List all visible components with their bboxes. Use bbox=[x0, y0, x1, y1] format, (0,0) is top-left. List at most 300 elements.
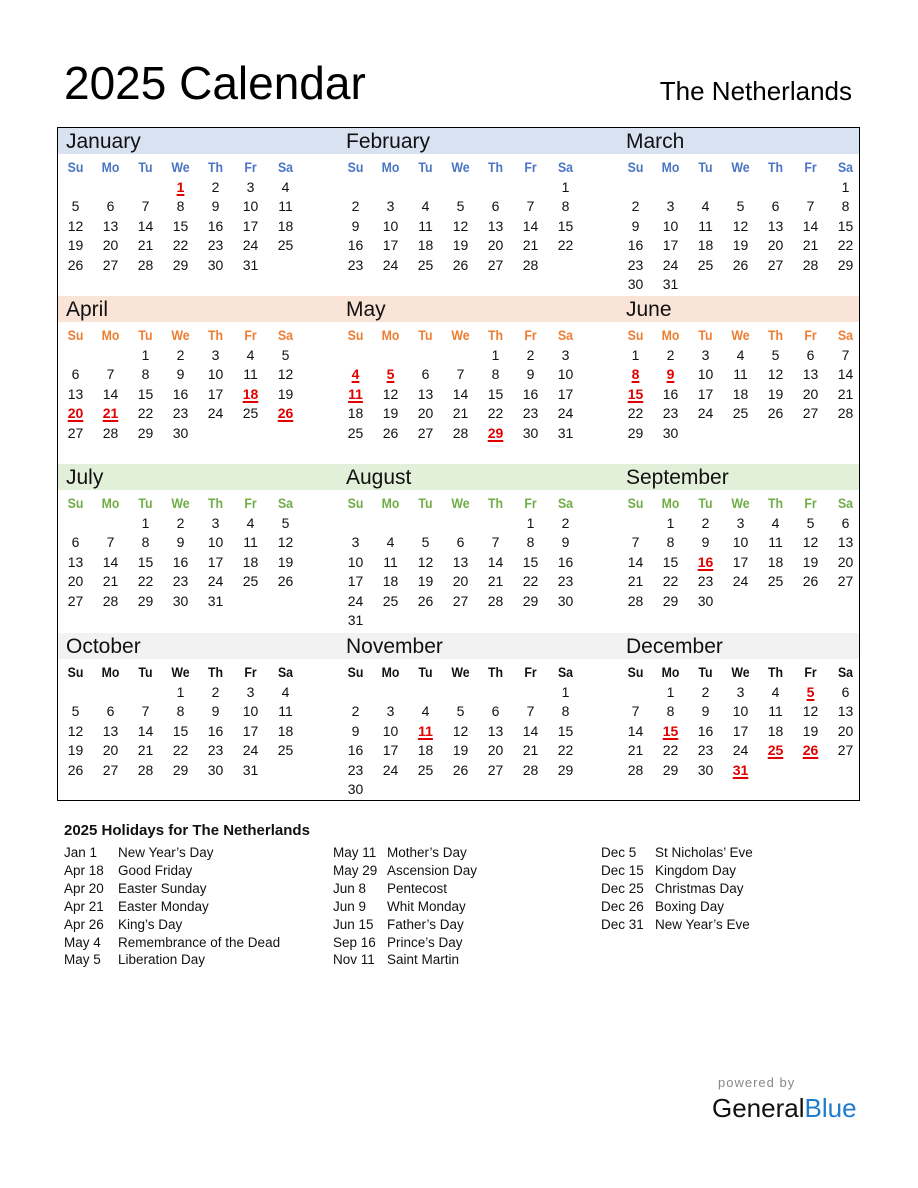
week-row bbox=[618, 533, 864, 552]
day-cell: 3 bbox=[666, 198, 675, 215]
day-cell: 29 bbox=[137, 424, 154, 441]
day-cell: 11 bbox=[768, 534, 783, 551]
day-cell: 17 bbox=[732, 553, 749, 570]
day-cell: 1 bbox=[176, 684, 185, 700]
holiday-date: Apr 26 bbox=[64, 916, 104, 932]
weekday-label: Su bbox=[347, 664, 364, 680]
holiday-name: Liberation Day bbox=[118, 952, 206, 968]
day-cell: 30 bbox=[557, 592, 574, 609]
day-cell: 28 bbox=[137, 256, 154, 273]
day-cell: 27 bbox=[452, 592, 469, 609]
holiday-day-cell: 4 bbox=[351, 366, 360, 383]
weekday-label: Fr bbox=[804, 664, 817, 680]
day-cell: 12 bbox=[67, 217, 84, 234]
day-cell: 1 bbox=[666, 684, 675, 700]
week-row bbox=[338, 514, 584, 533]
weekday-label: Su bbox=[67, 159, 84, 175]
day-cell: 2 bbox=[631, 198, 640, 215]
day-cell: 1 bbox=[141, 515, 150, 531]
day-cell: 27 bbox=[417, 424, 434, 441]
holiday-row bbox=[333, 916, 477, 934]
day-cell: 9 bbox=[561, 534, 570, 551]
week-row bbox=[618, 553, 864, 572]
day-cell: 20 bbox=[417, 405, 434, 422]
day-cell: 7 bbox=[141, 703, 150, 720]
day-cell: 18 bbox=[417, 742, 434, 759]
weekday-label: Th bbox=[487, 159, 504, 175]
week-row bbox=[618, 275, 864, 294]
day-cell: 18 bbox=[697, 237, 714, 254]
holiday-date: Jun 8 bbox=[333, 880, 367, 896]
day-cell: 24 bbox=[732, 742, 749, 759]
weekday-label: We bbox=[171, 327, 190, 343]
weekday-label: Su bbox=[627, 159, 644, 175]
day-cell: 28 bbox=[452, 424, 469, 441]
day-cell: 25 bbox=[277, 237, 294, 254]
weekday-label: Tu bbox=[418, 495, 433, 511]
day-cell: 23 bbox=[207, 742, 224, 759]
weekday-label: Sa bbox=[557, 327, 574, 343]
day-cell: 16 bbox=[697, 722, 714, 739]
day-cell: 7 bbox=[106, 366, 115, 383]
day-cell: 23 bbox=[627, 256, 644, 273]
day-cell: 2 bbox=[176, 347, 185, 363]
weekday-label: Th bbox=[767, 159, 784, 175]
day-cell: 16 bbox=[627, 237, 644, 254]
day-cell: 18 bbox=[767, 553, 784, 570]
day-cell: 25 bbox=[242, 405, 259, 422]
day-cell: 26 bbox=[732, 256, 749, 273]
weekday-label: We bbox=[171, 159, 190, 175]
day-cell: 26 bbox=[802, 573, 819, 590]
day-cell: 12 bbox=[452, 217, 469, 234]
day-cell: 3 bbox=[211, 515, 220, 531]
day-cell: 30 bbox=[627, 276, 644, 293]
day-cell: 16 bbox=[347, 237, 364, 254]
day-cell: 4 bbox=[771, 515, 780, 531]
week-row bbox=[338, 217, 584, 236]
day-cell: 3 bbox=[246, 179, 255, 195]
day-cell: 28 bbox=[102, 592, 119, 609]
day-cell: 27 bbox=[837, 573, 854, 590]
weekday-label: Th bbox=[487, 664, 504, 680]
day-cell: 27 bbox=[102, 761, 119, 778]
day-cell: 1 bbox=[841, 179, 850, 195]
holiday-column-1 bbox=[64, 844, 280, 969]
holiday-day-cell: 8 bbox=[631, 366, 640, 383]
day-cell: 11 bbox=[243, 534, 258, 551]
day-cell: 20 bbox=[802, 385, 819, 402]
holiday-day-cell: 25 bbox=[767, 742, 784, 759]
holiday-row bbox=[333, 844, 477, 862]
quarter-band bbox=[58, 296, 859, 322]
weekday-label: We bbox=[731, 327, 750, 343]
day-cell: 1 bbox=[141, 347, 150, 363]
holiday-date: Jun 9 bbox=[333, 898, 367, 914]
day-cell: 19 bbox=[382, 405, 399, 422]
weekday-label: Fr bbox=[244, 159, 257, 175]
day-cell: 29 bbox=[137, 592, 154, 609]
holiday-row bbox=[64, 844, 280, 862]
day-cell: 1 bbox=[666, 515, 675, 531]
day-cell: 28 bbox=[102, 424, 119, 441]
day-cell: 24 bbox=[382, 761, 399, 778]
week-row bbox=[58, 702, 304, 721]
day-cell: 10 bbox=[207, 534, 224, 551]
day-cell: 8 bbox=[561, 703, 570, 720]
holiday-day-cell: 5 bbox=[806, 684, 815, 700]
day-cell: 8 bbox=[561, 198, 570, 215]
day-cell: 21 bbox=[522, 742, 539, 759]
week-row bbox=[338, 572, 584, 591]
day-cell: 12 bbox=[802, 703, 819, 720]
week-row bbox=[618, 404, 864, 423]
week-row bbox=[58, 533, 304, 552]
holiday-name: Whit Monday bbox=[387, 898, 466, 914]
weekday-label: Su bbox=[347, 495, 364, 511]
holiday-name: Good Friday bbox=[118, 862, 193, 878]
day-cell: 2 bbox=[526, 347, 535, 363]
brand-blue: Blue bbox=[804, 1093, 857, 1123]
weekday-label: Sa bbox=[837, 664, 854, 680]
month-name: October bbox=[66, 635, 141, 658]
day-cell: 5 bbox=[281, 515, 290, 531]
day-cell: 19 bbox=[417, 573, 434, 590]
week-row bbox=[618, 217, 864, 236]
day-cell: 11 bbox=[383, 553, 398, 570]
week-row bbox=[618, 702, 864, 721]
month-name: September bbox=[626, 466, 729, 489]
weekday-header bbox=[338, 661, 584, 683]
weekday-label: Su bbox=[627, 664, 644, 680]
weekday-label: We bbox=[731, 664, 750, 680]
day-cell: 20 bbox=[487, 237, 504, 254]
day-cell: 18 bbox=[767, 722, 784, 739]
weekday-label: Th bbox=[207, 327, 224, 343]
day-cell: 20 bbox=[487, 742, 504, 759]
day-cell: 9 bbox=[211, 703, 220, 720]
weekday-label: We bbox=[731, 495, 750, 511]
day-cell: 30 bbox=[207, 256, 224, 273]
day-cell: 12 bbox=[382, 385, 399, 402]
week-row bbox=[618, 197, 864, 216]
holiday-row bbox=[64, 951, 280, 969]
weekday-label: We bbox=[451, 664, 470, 680]
day-cell: 17 bbox=[557, 385, 574, 402]
day-cell: 17 bbox=[242, 722, 259, 739]
weekday-label: Su bbox=[347, 159, 364, 175]
day-cell: 16 bbox=[207, 217, 224, 234]
day-cell: 7 bbox=[631, 534, 640, 551]
day-cell: 24 bbox=[207, 573, 224, 590]
holiday-date: May 4 bbox=[64, 934, 101, 950]
holiday-row bbox=[333, 862, 477, 880]
day-cell: 8 bbox=[526, 534, 535, 551]
day-cell: 29 bbox=[522, 592, 539, 609]
week-row bbox=[338, 702, 584, 721]
day-cell: 21 bbox=[802, 237, 819, 254]
day-cell: 22 bbox=[627, 405, 644, 422]
day-cell: 24 bbox=[732, 573, 749, 590]
day-cell: 16 bbox=[172, 553, 189, 570]
day-cell: 24 bbox=[382, 256, 399, 273]
day-cell: 10 bbox=[732, 703, 749, 720]
day-cell: 25 bbox=[277, 742, 294, 759]
quarter-band bbox=[58, 128, 859, 154]
holiday-row bbox=[601, 898, 753, 916]
holiday-day-cell: 11 bbox=[348, 385, 363, 402]
day-cell: 21 bbox=[522, 237, 539, 254]
weekday-label: Mo bbox=[661, 664, 680, 680]
day-cell: 13 bbox=[102, 217, 119, 234]
day-cell: 4 bbox=[421, 703, 430, 720]
weekday-label: Th bbox=[207, 664, 224, 680]
day-cell: 17 bbox=[732, 722, 749, 739]
day-cell: 19 bbox=[67, 742, 84, 759]
holiday-date: Dec 26 bbox=[601, 898, 644, 914]
week-row bbox=[338, 533, 584, 552]
weekday-label: Mo bbox=[381, 495, 400, 511]
weekday-label: Tu bbox=[138, 495, 153, 511]
holiday-row bbox=[333, 951, 477, 969]
day-cell: 26 bbox=[382, 424, 399, 441]
day-cell: 2 bbox=[351, 703, 360, 720]
weekday-label: Sa bbox=[837, 495, 854, 511]
day-cell: 21 bbox=[487, 573, 504, 590]
week-row bbox=[58, 346, 304, 365]
holiday-row bbox=[601, 880, 753, 898]
day-cell: 25 bbox=[732, 405, 749, 422]
weekday-label: Tu bbox=[418, 664, 433, 680]
day-cell: 11 bbox=[278, 703, 293, 720]
day-cell: 24 bbox=[697, 405, 714, 422]
day-cell: 24 bbox=[347, 592, 364, 609]
holiday-name: Mother’s Day bbox=[387, 845, 467, 860]
week-row bbox=[338, 780, 584, 799]
holiday-name: Prince’s Day bbox=[387, 934, 463, 950]
day-cell: 30 bbox=[172, 424, 189, 441]
holiday-day-cell: 26 bbox=[802, 742, 819, 759]
page-title: 2025 Calendar bbox=[64, 57, 366, 109]
holiday-day-cell: 21 bbox=[102, 405, 119, 422]
weekday-label: Mo bbox=[101, 327, 120, 343]
day-cell: 13 bbox=[802, 366, 819, 383]
holiday-date: May 11 bbox=[333, 845, 377, 860]
weekday-label: Sa bbox=[277, 495, 294, 511]
weekday-label: Mo bbox=[381, 159, 400, 175]
day-cell: 12 bbox=[732, 217, 749, 234]
day-cell: 25 bbox=[697, 256, 714, 273]
weekday-label: Th bbox=[487, 327, 504, 343]
calendar-grid bbox=[57, 127, 860, 801]
day-cell: 19 bbox=[67, 237, 84, 254]
day-cell: 6 bbox=[456, 534, 465, 551]
day-cell: 27 bbox=[67, 424, 84, 441]
day-cell: 10 bbox=[697, 366, 714, 383]
day-cell: 2 bbox=[561, 515, 570, 531]
day-cell: 5 bbox=[456, 198, 465, 215]
weekday-label: Mo bbox=[661, 495, 680, 511]
day-cell: 27 bbox=[802, 405, 819, 422]
week-row bbox=[618, 385, 864, 404]
holiday-name: Ascension Day bbox=[387, 862, 478, 878]
holiday-name: Father’s Day bbox=[387, 916, 464, 932]
day-cell: 19 bbox=[732, 237, 749, 254]
day-cell: 22 bbox=[522, 573, 539, 590]
week-row bbox=[58, 553, 304, 572]
generalblue-logo[interactable] bbox=[712, 1093, 857, 1124]
day-cell: 23 bbox=[697, 742, 714, 759]
day-cell: 20 bbox=[102, 237, 119, 254]
week-row bbox=[618, 572, 864, 591]
weekday-label: We bbox=[731, 159, 750, 175]
day-cell: 19 bbox=[277, 385, 294, 402]
month-name: August bbox=[346, 466, 412, 489]
week-row bbox=[58, 514, 304, 533]
day-cell: 25 bbox=[347, 424, 364, 441]
day-cell: 22 bbox=[662, 573, 679, 590]
day-cell: 22 bbox=[557, 237, 574, 254]
day-cell: 1 bbox=[526, 515, 535, 531]
day-cell: 20 bbox=[767, 237, 784, 254]
week-row bbox=[58, 683, 304, 702]
day-cell: 10 bbox=[242, 198, 259, 215]
day-cell: 11 bbox=[768, 703, 783, 720]
day-cell: 22 bbox=[137, 573, 154, 590]
day-cell: 15 bbox=[557, 722, 574, 739]
weekday-label: Tu bbox=[698, 327, 713, 343]
day-cell: 11 bbox=[733, 366, 748, 383]
holiday-name: New Year’s Eve bbox=[655, 916, 750, 932]
day-cell: 7 bbox=[106, 534, 115, 551]
day-cell: 7 bbox=[491, 534, 500, 551]
day-cell: 21 bbox=[452, 405, 469, 422]
day-cell: 20 bbox=[837, 722, 854, 739]
weekday-label: We bbox=[171, 664, 190, 680]
day-cell: 12 bbox=[67, 722, 84, 739]
day-cell: 15 bbox=[662, 553, 679, 570]
day-cell: 9 bbox=[351, 722, 360, 739]
holiday-row bbox=[333, 934, 477, 952]
weekday-header bbox=[618, 492, 864, 514]
week-row bbox=[338, 178, 584, 197]
day-cell: 8 bbox=[491, 366, 500, 383]
holiday-day-cell: 29 bbox=[487, 424, 504, 441]
day-cell: 8 bbox=[666, 703, 675, 720]
day-cell: 4 bbox=[736, 347, 745, 363]
day-cell: 1 bbox=[561, 179, 570, 195]
day-cell: 27 bbox=[102, 256, 119, 273]
weekday-label: Fr bbox=[804, 495, 817, 511]
weekday-label: Tu bbox=[698, 664, 713, 680]
day-cell: 2 bbox=[211, 179, 220, 195]
day-cell: 27 bbox=[837, 742, 854, 759]
day-cell: 22 bbox=[487, 405, 504, 422]
day-cell: 5 bbox=[281, 347, 290, 363]
day-cell: 17 bbox=[207, 385, 224, 402]
brand-general: General bbox=[712, 1093, 805, 1123]
weekday-label: Mo bbox=[661, 159, 680, 175]
holiday-name: St Nicholas’ Eve bbox=[655, 845, 753, 860]
day-cell: 26 bbox=[277, 573, 294, 590]
weekday-label: Fr bbox=[804, 159, 817, 175]
month-name: January bbox=[66, 130, 141, 153]
weekday-header bbox=[338, 492, 584, 514]
day-cell: 3 bbox=[701, 347, 710, 363]
holiday-day-cell: 5 bbox=[386, 366, 395, 383]
day-cell: 2 bbox=[351, 198, 360, 215]
day-cell: 11 bbox=[418, 217, 433, 234]
day-cell: 1 bbox=[561, 684, 570, 700]
day-cell: 29 bbox=[662, 761, 679, 778]
day-cell: 25 bbox=[242, 573, 259, 590]
day-cell: 3 bbox=[351, 534, 360, 551]
day-cell: 13 bbox=[837, 534, 854, 551]
day-cell: 28 bbox=[522, 761, 539, 778]
week-row bbox=[58, 741, 304, 760]
day-cell: 17 bbox=[662, 237, 679, 254]
day-cell: 21 bbox=[102, 573, 119, 590]
day-cell: 28 bbox=[837, 405, 854, 422]
day-cell: 22 bbox=[172, 742, 189, 759]
weekday-label: Sa bbox=[277, 664, 294, 680]
day-cell: 19 bbox=[452, 742, 469, 759]
week-row bbox=[338, 553, 584, 572]
holiday-date: Dec 5 bbox=[601, 845, 637, 860]
weekday-label: Tu bbox=[138, 664, 153, 680]
day-cell: 24 bbox=[242, 237, 259, 254]
month-name: March bbox=[626, 130, 685, 153]
holiday-date: Sep 16 bbox=[333, 934, 376, 950]
day-cell: 18 bbox=[277, 722, 294, 739]
week-row bbox=[618, 592, 864, 611]
weekday-label: Sa bbox=[557, 495, 574, 511]
week-row bbox=[338, 385, 584, 404]
weekday-label: Mo bbox=[101, 495, 120, 511]
day-cell: 23 bbox=[522, 405, 539, 422]
weekday-label: Su bbox=[627, 327, 644, 343]
day-cell: 30 bbox=[207, 761, 224, 778]
day-cell: 3 bbox=[736, 684, 745, 700]
week-row bbox=[58, 761, 304, 780]
week-row bbox=[338, 722, 584, 741]
day-cell: 27 bbox=[487, 256, 504, 273]
holiday-name: Pentecost bbox=[387, 880, 448, 896]
day-cell: 4 bbox=[771, 684, 780, 700]
day-cell: 23 bbox=[347, 256, 364, 273]
day-cell: 30 bbox=[172, 592, 189, 609]
holiday-row bbox=[64, 880, 280, 898]
day-cell: 6 bbox=[771, 198, 780, 215]
holiday-day-cell: 15 bbox=[627, 385, 644, 402]
day-cell: 17 bbox=[347, 573, 364, 590]
day-cell: 7 bbox=[456, 366, 465, 383]
day-cell: 11 bbox=[243, 366, 258, 383]
day-cell: 10 bbox=[207, 366, 224, 383]
day-cell: 25 bbox=[767, 573, 784, 590]
day-cell: 16 bbox=[172, 385, 189, 402]
day-cell: 13 bbox=[67, 385, 84, 402]
weekday-label: Sa bbox=[557, 159, 574, 175]
day-cell: 6 bbox=[71, 534, 80, 551]
day-cell: 10 bbox=[347, 553, 364, 570]
month-name: July bbox=[66, 466, 104, 489]
day-cell: 6 bbox=[841, 684, 850, 700]
day-cell: 12 bbox=[767, 366, 784, 383]
weekday-label: Tu bbox=[698, 495, 713, 511]
weekday-label: Tu bbox=[418, 159, 433, 175]
week-row bbox=[58, 178, 304, 197]
